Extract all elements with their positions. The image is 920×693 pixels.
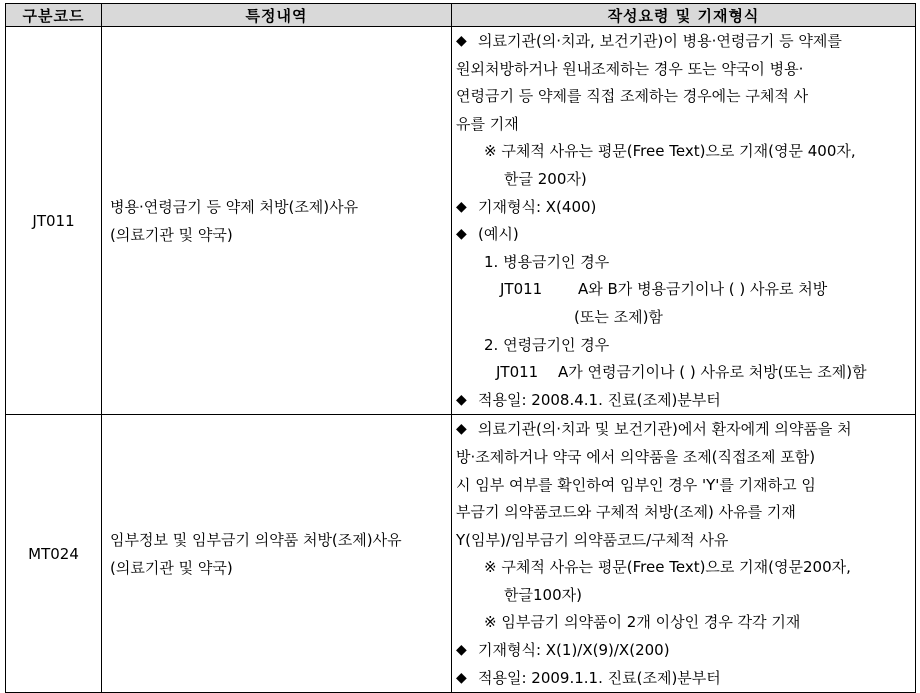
example-2-title: 2. 연령금기인 경우 xyxy=(484,335,610,354)
apply-line: ◆ 적용일: 2009.1.1. 진료(조제)분부터 xyxy=(456,665,909,693)
row-code: JT011 xyxy=(6,27,102,415)
guide-line: ◆ 의료기관(의·치과 및 보건기관)에서 환자에게 의약품을 처 xyxy=(456,416,909,444)
apply-line: ◆ 적용일: 2008.4.1. 진료(조제)분부터 xyxy=(456,387,909,415)
example-1-title: 1. 병용금기인 경우 xyxy=(484,252,610,271)
note-line: ※ 구체적 사유는 평문(Free Text)으로 기재(영문200자, xyxy=(484,558,851,577)
note-line: 한글100자) xyxy=(504,585,582,604)
guide-line: 원외처방하거나 원내조제하는 경우 또는 약국이 병용· xyxy=(456,59,804,78)
note-line: 한글 200자) xyxy=(504,169,587,188)
example-1-line: JT011 A와 B가 병용금기이나 ( ) 사유로 처방 xyxy=(500,280,828,299)
diamond-bullet-icon: ◆ xyxy=(456,642,467,659)
diamond-bullet-icon: ◆ xyxy=(456,198,467,215)
row-item xyxy=(102,27,452,415)
header-item: 특정내역 xyxy=(102,4,452,27)
guide-line: 방·조제하거나 약국 에서 의약품을 조제(직접조제 포함) xyxy=(456,447,816,466)
header-code: 구분코드 xyxy=(6,4,102,27)
item-line: (의료기관 및 약국) xyxy=(110,558,233,577)
header-row xyxy=(6,4,916,27)
example-title: ◆ (예시) xyxy=(456,221,909,249)
guide-line: 부금기 의약품코드와 구체적 처방(조제) 사유를 기재 xyxy=(456,503,796,522)
guide-line: ◆ 의료기관(의·치과, 보건기관)이 병용·연령금기 등 약제를 xyxy=(456,28,909,56)
header-guide: 작성요령 및 기재형식 xyxy=(452,4,916,27)
guide-line: 연령금기 등 약제를 직접 조제하는 경우에는 구체적 사 xyxy=(456,87,809,106)
guide-line: 시 임부 여부를 확인하여 임부인 경우 'Y'를 기재하고 임 xyxy=(456,475,816,494)
item-line: (의료기관 및 약국) xyxy=(110,225,233,244)
format-line: ◆ 기재형식: X(400) xyxy=(456,194,909,222)
diamond-bullet-icon: ◆ xyxy=(456,669,467,686)
row-item xyxy=(102,415,452,693)
diamond-bullet-icon: ◆ xyxy=(456,33,467,49)
diamond-bullet-icon: ◆ xyxy=(456,391,467,408)
guide-line: 유를 기재 xyxy=(456,114,519,133)
diamond-bullet-icon: ◆ xyxy=(456,421,467,438)
note-line: ※ 구체적 사유는 평문(Free Text)으로 기재(영문 400자, xyxy=(484,142,856,161)
spec-table xyxy=(5,3,916,693)
row-code: MT024 xyxy=(6,415,102,693)
example-1-cont: (또는 조제)함 xyxy=(574,307,663,326)
row-guide xyxy=(452,415,916,693)
table-row xyxy=(6,415,916,693)
table-row xyxy=(6,27,916,415)
note-line: ※ 임부금기 의약품이 2개 이상인 경우 각각 기재 xyxy=(484,613,801,632)
row-guide xyxy=(452,27,916,415)
guide-line: Y(임부)/임부금기 의약품코드/구체적 사유 xyxy=(456,530,729,549)
format-line: ◆ 기재형식: X(1)/X(9)/X(200) xyxy=(456,637,909,665)
item-line: 병용·연령금기 등 약제 처방(조제)사유 xyxy=(110,197,359,216)
item-line: 임부정보 및 임부금기 의약품 처방(조제)사유 xyxy=(110,530,402,549)
example-2-line: JT011 A가 연령금기이나 ( ) 사유로 처방(또는 조제)함 xyxy=(496,363,867,382)
diamond-bullet-icon: ◆ xyxy=(456,226,467,243)
